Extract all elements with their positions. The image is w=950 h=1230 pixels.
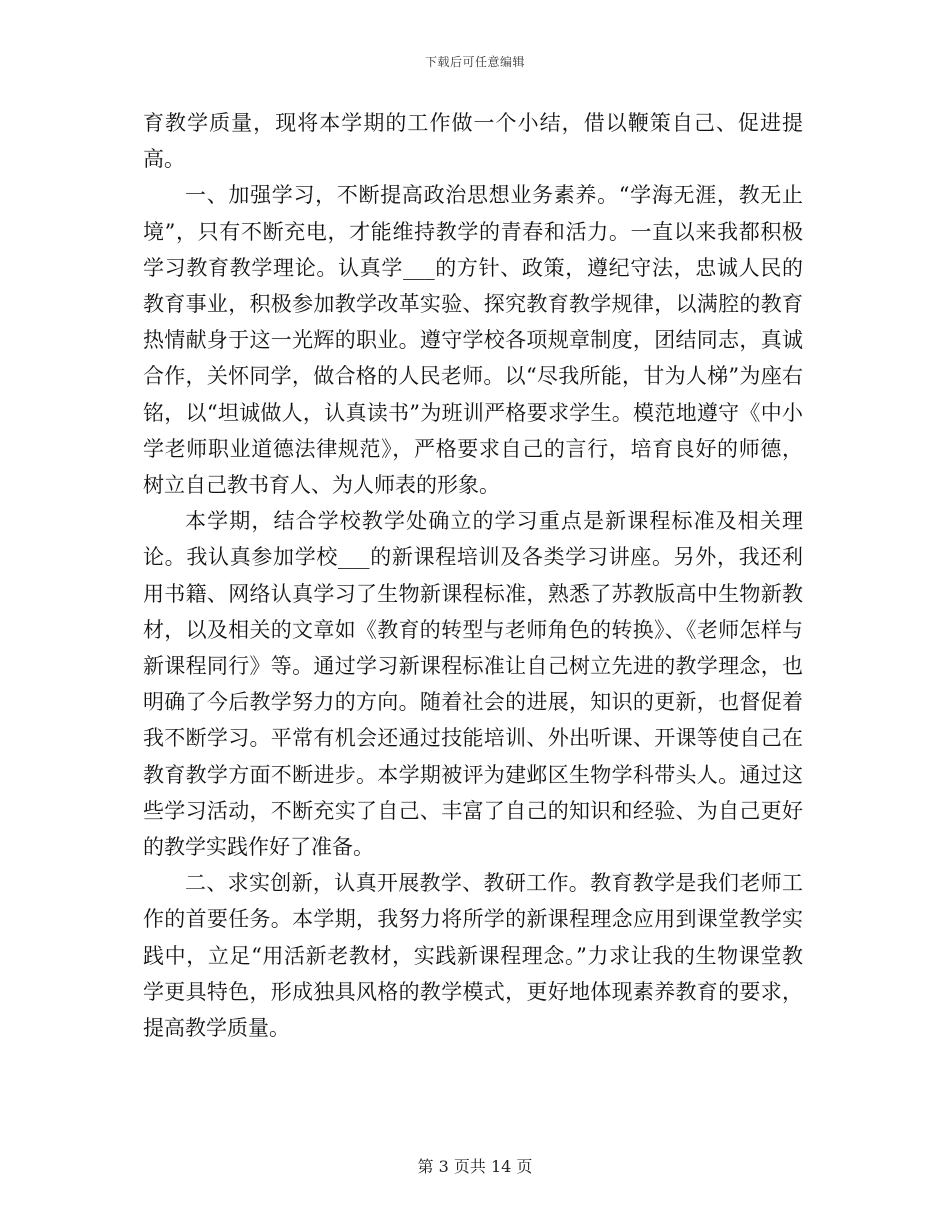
- paragraph-intro-continuation: 育教学质量，现将本学期的工作做一个小结，借以鞭策自己、促进提高。: [143, 111, 803, 172]
- page-header: 下载后可任意编辑: [424, 55, 525, 69]
- paragraph-semester-study: 本学期，结合学校教学处确立的学习重点是新课程标准及相关理论。我认真参加学校___的新课程培训及各类学习讲座。另外，我还利用书籍、网络认真学习了生物新课程标准，熟悉了苏教版高中生物新教材，以及相关的文章如《教育的转型与老师角色的转换》、《老师怎样与新课程同行》等。通过学习新课程标准让自己树立先进的教学理念，也明确了今后教学努力的方向。随着社会的进展，知识的更新，也督促着我不断学习。平常有机会还通过技能培训、外出听课、开课等使自己在教育教学方面不断进步。本学期被评为建邺区生物学科带头人。通过这些学习活动，不断充实了自己、丰富了自己的知识和经验、为自己更好的教学实践作好了准备。: [143, 509, 803, 860]
- paragraph-section-one: 一、加强学习，不断提高政治思想业务素养。“学海无涯，教无止境”，只有不断充电，才能维持教学的青春和活力。一直以来我都积极学习教育教学理论。认真学___的方针、政策，遵纪守法，忠诚人民的教育事业，积极参加教学改革实验、探究教育教学规律，以满腔的教育热情献身于这一光辉的职业。遵守学校各项规章制度，团结同志，真诚合作，关怀同学，做合格的人民老师。以“尽我所能，甘为人梯”为座右铭，以“坦诚做人，认真读书”为班训严格要求学生。模范地遵守《中小学老师职业道德法律规范》，严格要求自己的言行，培育良好的师德，树立自己教书育人、为人师表的形象。: [143, 183, 803, 498]
- paragraph-section-two: 二、求实创新，认真开展教学、教研工作。教育教学是我们老师工作的首要任务。本学期，我努力将所学的新课程理念应用到课堂教学实践中，立足“用活新老教材，实践新课程理念。”力求让我的生物课堂教学更具特色，形成独具风格的教学模式，更好地体现素养教育的要求，提高教学质量。: [143, 871, 803, 1041]
- document-body: [143, 105, 803, 1046]
- page-footer: 第 3 页共 14 页: [417, 1157, 533, 1176]
